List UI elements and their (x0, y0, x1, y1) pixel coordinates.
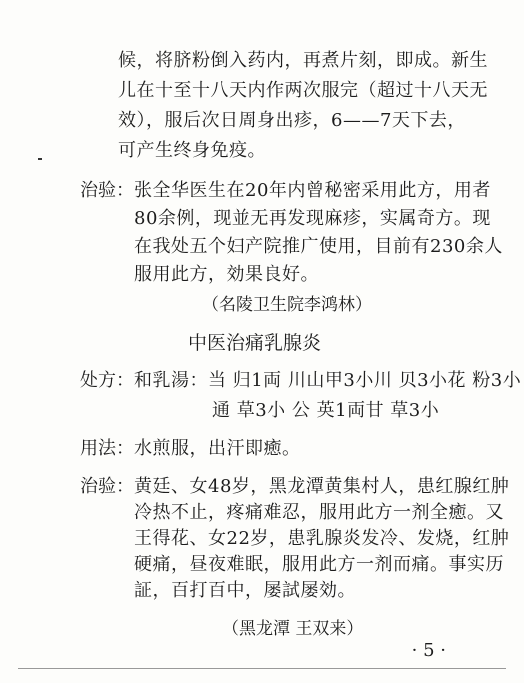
usage-text: 水煎服，出汗即癒。 (134, 438, 301, 459)
text-line: 候，将脐粉倒入药内，再煮片刻，即成。新生 (118, 50, 488, 71)
text-line: 儿在十至十八天内作两次服完（超过十八天无 (118, 80, 488, 101)
text-line: 王得花、女22岁，患乳腺炎发冷、发烧，红肿 (134, 528, 510, 549)
text-line: 服用此方，効果良好。 (134, 264, 319, 285)
prescription-label: 处方： (80, 370, 134, 391)
section-title: 中医治痛乳腺炎 (188, 332, 322, 354)
prescription-line: 通 草3小 公 英1両甘 草3小 (212, 400, 440, 421)
verify-label: 治验： (80, 476, 134, 497)
text-line: 张全华医生在20年内曾秘密采用此方，用者 (134, 180, 491, 201)
text-line: 在我处五个妇产院推广使用，目前有230余人 (134, 236, 503, 257)
verify-label: 治验： (80, 180, 134, 201)
usage-label: 用法： (80, 438, 134, 459)
text-line: 80余例，现並无再发现麻疹，实属奇方。现 (134, 208, 491, 229)
text-line: 可产生终身免疫。 (118, 140, 266, 161)
credit: （名陵卫生院李鸿林） (202, 295, 372, 315)
text-line: 冷热不止，疼痛难忍，服用此方一剂全癒。又 (134, 502, 504, 523)
text-line: 硬痛，昼夜难眠，服用此方一剂而痛。事实历 (134, 554, 504, 575)
margin-mark (38, 158, 42, 160)
text-line: 証，百打百中，屡試屡効。 (134, 580, 356, 601)
text-line: 效），服后次日周身出疹，6——7天下去， (118, 110, 466, 131)
prescription-line: 和乳湯：当 归1両 川山甲3小川 贝3小花 粉3小 (134, 370, 522, 391)
page-number: · 5 · (411, 640, 446, 661)
page-edge-line (18, 668, 506, 669)
text-line: 黄廷、女48岁，黑龙潭黄集村人，患红腺红肿 (134, 476, 510, 497)
credit: （黑龙潭 王双来） (222, 619, 364, 639)
